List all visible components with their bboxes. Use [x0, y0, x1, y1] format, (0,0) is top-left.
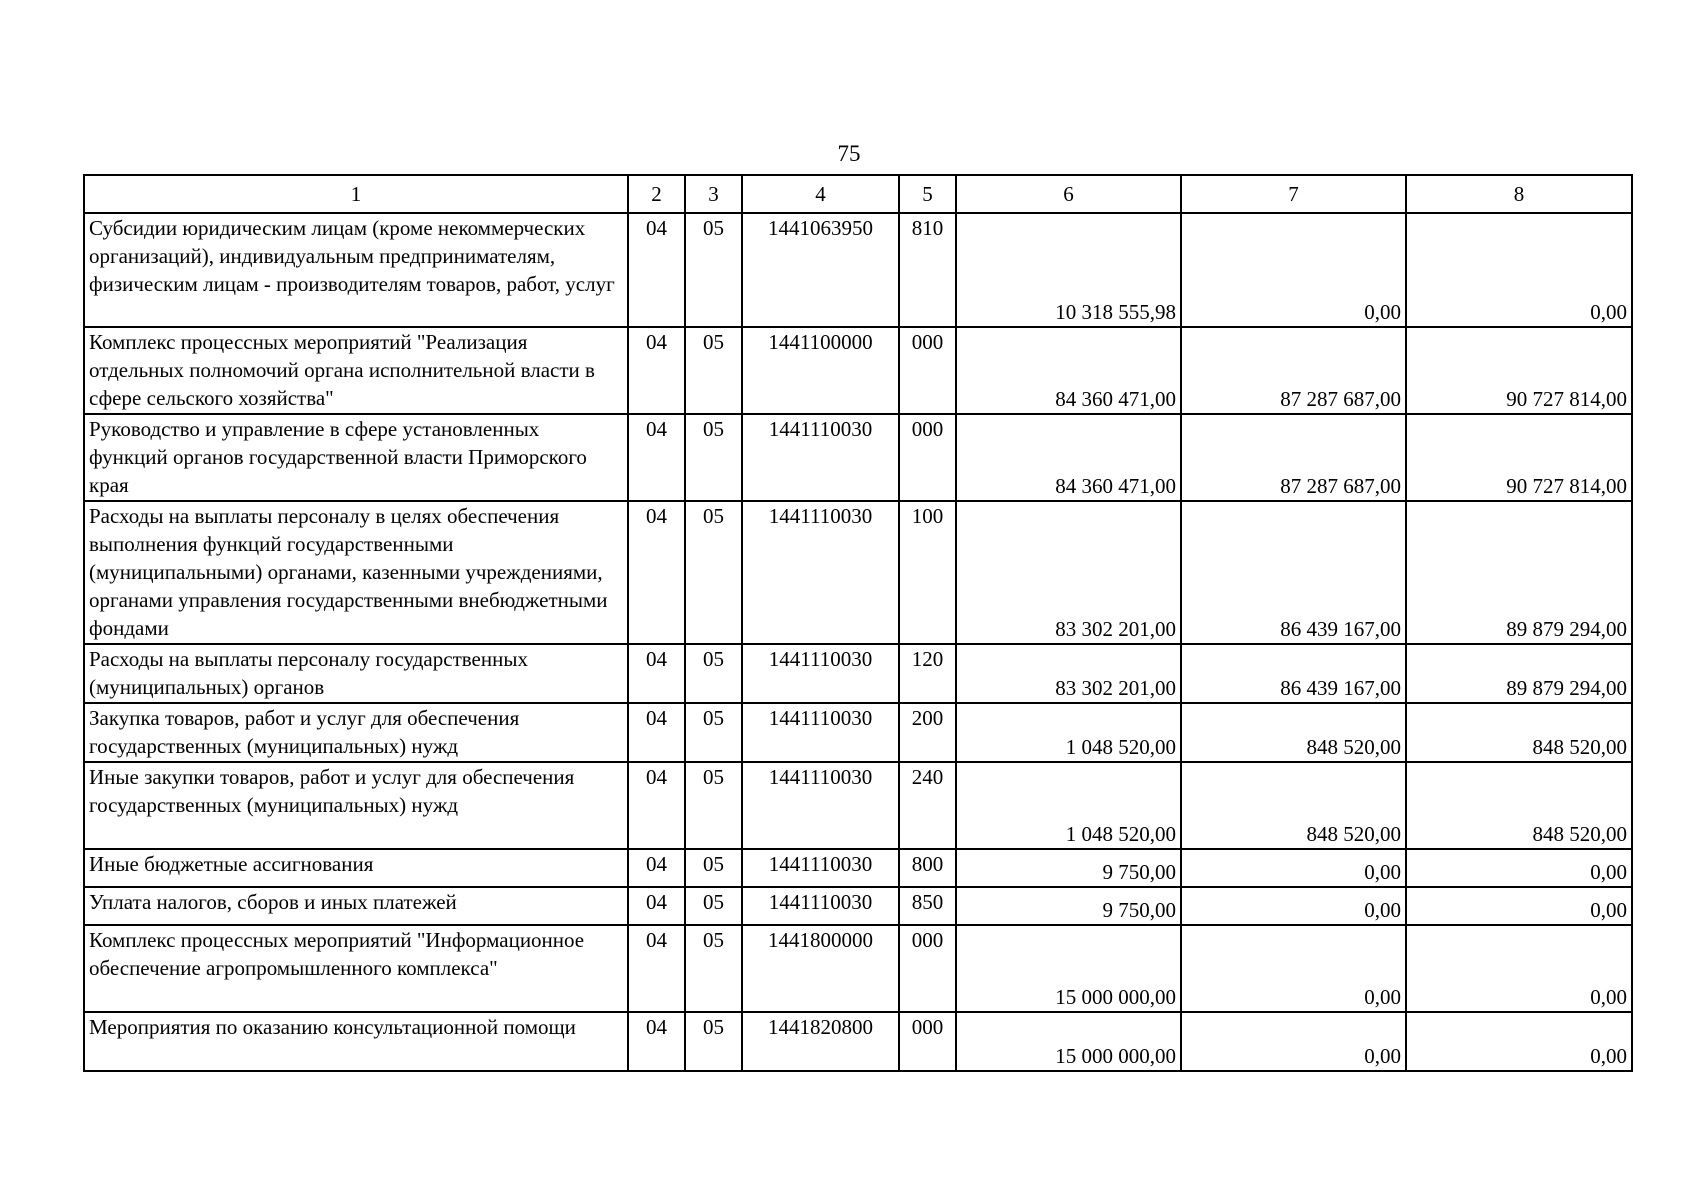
row-section: 04: [628, 213, 685, 327]
row-expense-type: 000: [899, 1012, 956, 1071]
row-subsection: 05: [685, 644, 742, 703]
table-row: [84, 849, 1632, 887]
row-amount-year2: 848 520,00: [1181, 703, 1406, 762]
row-subsection: 05: [685, 414, 742, 501]
row-name: Иные закупки товаров, работ и услуг для обеспечения государственных (муниципальных) нужд: [84, 762, 628, 849]
row-amount-year1: 1 048 520,00: [956, 703, 1181, 762]
row-section: 04: [628, 762, 685, 849]
budget-table: [83, 174, 1633, 1072]
row-amount-year3: 0,00: [1406, 213, 1632, 327]
table-row: [84, 644, 1632, 703]
row-target-article: 1441110030: [742, 414, 899, 501]
table-row: [84, 887, 1632, 925]
header-cell: 8: [1406, 175, 1632, 213]
row-name: Расходы на выплаты персоналу в целях обеспечения выполнения функций государственными (муниципальными) органами, казенными учреждениями, органами управления государственными внебюджетными фондами: [84, 501, 628, 644]
row-expense-type: 100: [899, 501, 956, 644]
table-row: [84, 1012, 1632, 1071]
row-expense-type: 240: [899, 762, 956, 849]
row-name: Мероприятия по оказанию консультационной помощи: [84, 1012, 628, 1071]
row-amount-year3: 848 520,00: [1406, 762, 1632, 849]
row-amount-year1: 15 000 000,00: [956, 925, 1181, 1012]
row-section: 04: [628, 849, 685, 887]
row-name: Руководство и управление в сфере установленных функций органов государственной власти Приморского края: [84, 414, 628, 501]
row-amount-year1: 15 000 000,00: [956, 1012, 1181, 1071]
row-expense-type: 000: [899, 925, 956, 1012]
row-section: 04: [628, 1012, 685, 1071]
header-cell: 2: [628, 175, 685, 213]
row-amount-year3: 90 727 814,00: [1406, 327, 1632, 414]
row-subsection: 05: [685, 762, 742, 849]
row-section: 04: [628, 327, 685, 414]
row-amount-year3: 0,00: [1406, 849, 1632, 887]
row-target-article: 1441110030: [742, 762, 899, 849]
table-row: [84, 414, 1632, 501]
row-expense-type: 850: [899, 887, 956, 925]
row-amount-year2: 0,00: [1181, 925, 1406, 1012]
table-row: [84, 925, 1632, 1012]
row-expense-type: 810: [899, 213, 956, 327]
page-number: 75: [837, 141, 861, 166]
row-section: 04: [628, 501, 685, 644]
row-amount-year1: 10 318 555,98: [956, 213, 1181, 327]
row-amount-year2: 0,00: [1181, 1012, 1406, 1071]
row-amount-year2: 87 287 687,00: [1181, 327, 1406, 414]
row-section: 04: [628, 703, 685, 762]
row-amount-year1: 84 360 471,00: [956, 414, 1181, 501]
row-amount-year2: 87 287 687,00: [1181, 414, 1406, 501]
row-subsection: 05: [685, 213, 742, 327]
row-amount-year1: 9 750,00: [956, 849, 1181, 887]
header-cell: 1: [84, 175, 628, 213]
table-header-row: [84, 175, 1632, 213]
row-name: Расходы на выплаты персоналу государственных (муниципальных) органов: [84, 644, 628, 703]
table-row: [84, 213, 1632, 327]
row-expense-type: 000: [899, 327, 956, 414]
row-amount-year2: 0,00: [1181, 849, 1406, 887]
row-amount-year1: 1 048 520,00: [956, 762, 1181, 849]
row-name: Комплекс процессных мероприятий "Реализация отдельных полномочий органа исполнительной власти в сфере сельского хозяйства": [84, 327, 628, 414]
row-amount-year1: 83 302 201,00: [956, 644, 1181, 703]
row-subsection: 05: [685, 849, 742, 887]
row-target-article: 1441110030: [742, 644, 899, 703]
row-subsection: 05: [685, 925, 742, 1012]
row-amount-year2: 86 439 167,00: [1181, 501, 1406, 644]
row-amount-year3: 0,00: [1406, 925, 1632, 1012]
row-amount-year3: 90 727 814,00: [1406, 414, 1632, 501]
row-subsection: 05: [685, 703, 742, 762]
row-target-article: 1441110030: [742, 887, 899, 925]
row-amount-year1: 9 750,00: [956, 887, 1181, 925]
header-cell: 3: [685, 175, 742, 213]
row-target-article: 1441063950: [742, 213, 899, 327]
row-name: Иные бюджетные ассигнования: [84, 849, 628, 887]
table-row: [84, 501, 1632, 644]
header-cell: 4: [742, 175, 899, 213]
row-target-article: 1441100000: [742, 327, 899, 414]
row-expense-type: 000: [899, 414, 956, 501]
table-row: [84, 327, 1632, 414]
row-amount-year2: 86 439 167,00: [1181, 644, 1406, 703]
row-amount-year3: 0,00: [1406, 1012, 1632, 1071]
row-target-article: 1441820800: [742, 1012, 899, 1071]
row-section: 04: [628, 414, 685, 501]
row-name: Субсидии юридическим лицам (кроме некоммерческих организаций), индивидуальным предпринимателям, физическим лицам - производителям товаров, работ, услуг: [84, 213, 628, 327]
row-target-article: 1441110030: [742, 501, 899, 644]
row-amount-year3: 0,00: [1406, 887, 1632, 925]
row-subsection: 05: [685, 1012, 742, 1071]
row-section: 04: [628, 925, 685, 1012]
row-target-article: 1441110030: [742, 849, 899, 887]
row-subsection: 05: [685, 327, 742, 414]
row-target-article: 1441800000: [742, 925, 899, 1012]
header-cell: 5: [899, 175, 956, 213]
row-expense-type: 200: [899, 703, 956, 762]
row-amount-year2: 0,00: [1181, 887, 1406, 925]
row-amount-year1: 83 302 201,00: [956, 501, 1181, 644]
row-name: Комплекс процессных мероприятий "Информационное обеспечение агропромышленного комплекса": [84, 925, 628, 1012]
header-cell: 7: [1181, 175, 1406, 213]
row-section: 04: [628, 887, 685, 925]
row-amount-year2: 848 520,00: [1181, 762, 1406, 849]
row-section: 04: [628, 644, 685, 703]
row-name: Уплата налогов, сборов и иных платежей: [84, 887, 628, 925]
row-amount-year3: 848 520,00: [1406, 703, 1632, 762]
row-amount-year3: 89 879 294,00: [1406, 501, 1632, 644]
row-amount-year2: 0,00: [1181, 213, 1406, 327]
row-expense-type: 800: [899, 849, 956, 887]
row-subsection: 05: [685, 501, 742, 644]
table-row: [84, 762, 1632, 849]
row-subsection: 05: [685, 887, 742, 925]
row-target-article: 1441110030: [742, 703, 899, 762]
row-name: Закупка товаров, работ и услуг для обеспечения государственных (муниципальных) нужд: [84, 703, 628, 762]
row-amount-year1: 84 360 471,00: [956, 327, 1181, 414]
table-row: [84, 703, 1632, 762]
header-cell: 6: [956, 175, 1181, 213]
row-amount-year3: 89 879 294,00: [1406, 644, 1632, 703]
row-expense-type: 120: [899, 644, 956, 703]
